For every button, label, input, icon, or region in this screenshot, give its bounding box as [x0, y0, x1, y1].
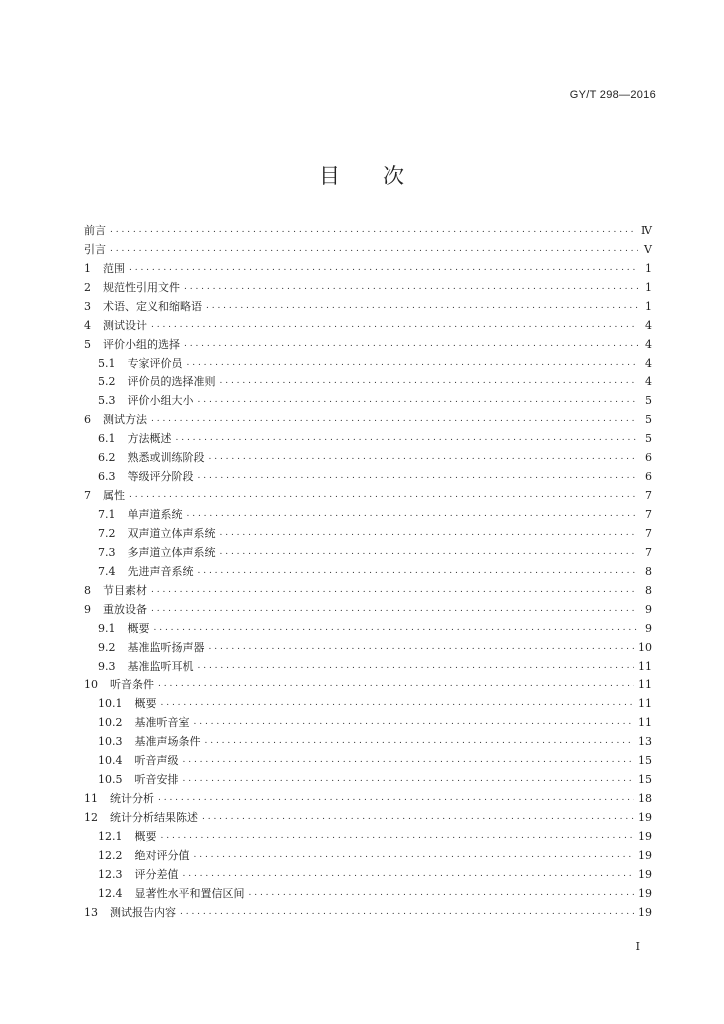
toc-entry-number: 10.1 [98, 697, 123, 711]
toc-entry-number: 7.4 [98, 564, 116, 578]
toc-entry-number: 7.1 [98, 508, 116, 521]
leader-dots [198, 660, 635, 673]
toc-entry-title [84, 603, 147, 616]
leader-dots [161, 697, 635, 710]
toc-entry-title [84, 792, 154, 805]
toc-entry-page: 7 [645, 545, 652, 559]
toc-entry-title [98, 432, 172, 445]
toc-entry-number: 11 [84, 792, 98, 806]
toc-entry-number: 6.1 [98, 432, 116, 446]
toc-entry-page: 11 [638, 678, 652, 692]
toc-entry-number: 6.2 [98, 451, 116, 465]
toc-entry-page: 11 [638, 716, 652, 730]
toc-entry-number: 9 [84, 602, 91, 616]
toc-entry-page: 4 [645, 318, 652, 332]
toc-entry-title [84, 262, 125, 275]
toc-entry-page: 7 [645, 508, 652, 521]
toc-entry[interactable] [84, 616, 652, 635]
toc-entry[interactable] [84, 729, 652, 748]
toc-entry[interactable] [84, 521, 652, 540]
toc-entry-title [98, 830, 157, 843]
toc-entry-label: 前言 [84, 223, 106, 237]
toc-entry[interactable] [84, 862, 652, 881]
leader-dots [183, 773, 635, 786]
toc-entry[interactable] [84, 275, 652, 294]
leader-dots [220, 375, 639, 388]
toc-entry-title [98, 508, 183, 521]
toc-entry[interactable] [84, 256, 652, 275]
toc-entry-page: 6 [645, 451, 652, 465]
toc-entry[interactable] [84, 824, 652, 843]
toc-entry[interactable] [84, 578, 652, 597]
toc-entry-number: 12 [84, 811, 98, 824]
toc-entry[interactable] [84, 673, 652, 692]
toc-entry-number: 12.3 [98, 867, 123, 881]
leader-dots [206, 300, 638, 313]
toc-entry-page: 19 [638, 886, 652, 900]
toc-entry-label: 节目素材 [103, 583, 147, 597]
toc-entry[interactable] [84, 597, 652, 616]
leader-dots [187, 508, 639, 521]
toc-entry-number: 10.3 [98, 735, 123, 749]
toc-entry-page: 19 [638, 848, 652, 862]
toc-entry-number: 12.1 [98, 829, 123, 843]
toc-entry-label: 概要 [127, 621, 150, 635]
toc-entry-title [98, 394, 194, 407]
leader-dots [180, 906, 634, 919]
toc-entry[interactable] [84, 805, 652, 824]
leader-dots [220, 527, 639, 540]
toc-entry-page: 5 [645, 394, 652, 408]
toc-entry-page: 1 [645, 280, 652, 294]
toc-entry-title [98, 773, 179, 786]
toc-entry-label: 评分差值 [134, 867, 179, 881]
toc-entry-title [84, 413, 147, 426]
leader-dots [151, 603, 638, 616]
toc-entry-number: 12.2 [98, 848, 123, 862]
toc-entry-label: 听音声级 [134, 754, 179, 768]
toc-entry[interactable] [84, 559, 652, 578]
toc-entry[interactable] [84, 370, 652, 389]
toc-entry-page: 13 [638, 735, 652, 749]
toc-entry-title [84, 338, 180, 351]
toc-entry-page: Ⅳ [641, 223, 652, 237]
toc-entry[interactable] [84, 294, 652, 313]
toc-entry-title [84, 906, 176, 919]
leader-dots [151, 584, 638, 597]
toc-entry-title [98, 660, 194, 673]
toc-entry-label: 方法概述 [127, 432, 172, 446]
toc-entry[interactable] [84, 786, 652, 805]
toc-entry-label: 测试设计 [103, 318, 147, 332]
toc-entry-label: 概要 [134, 829, 157, 843]
toc-entry-title [98, 622, 150, 635]
toc-entry-number: 10.2 [98, 716, 123, 730]
toc-entry-label: 多声道立体声系统 [127, 545, 216, 559]
toc-entry-title [84, 678, 154, 691]
toc-entry-number: 3 [84, 299, 91, 313]
toc-entry-number: 10 [84, 678, 98, 692]
toc-entry-label: 术语、定义和缩略语 [103, 299, 202, 313]
toc-entry-label: 显著性水平和置信区间 [134, 886, 245, 900]
toc-entry-label: 评价员的选择准则 [127, 375, 216, 389]
page-title [0, 160, 724, 190]
toc-entry-label: 熟悉或训练阶段 [127, 451, 205, 465]
toc-entry-page: 1 [645, 261, 652, 275]
toc-entry-page: 8 [645, 583, 652, 597]
toc-entry-title [98, 716, 190, 729]
leader-dots [176, 432, 639, 445]
toc-entry-label: 统计分析结果陈述 [110, 811, 198, 824]
toc-entry-title [98, 451, 205, 464]
toc-entry-title [84, 319, 147, 332]
toc-entry-page: 4 [645, 356, 652, 370]
toc-entry-title [84, 243, 106, 256]
toc-entry-label: 基准监听耳机 [127, 659, 194, 673]
toc-entry-label: 双声道立体声系统 [127, 526, 216, 540]
toc-entry-label: 基准声场条件 [134, 735, 201, 749]
toc-entry[interactable] [84, 748, 652, 767]
toc-entry-label: 基准听音室 [134, 716, 190, 730]
leader-dots [209, 451, 639, 464]
toc-entry-number: 10.5 [98, 773, 123, 787]
toc-entry[interactable] [84, 388, 652, 407]
toc-entry-number: 6 [84, 413, 91, 427]
toc-entry-title [84, 489, 125, 502]
toc-entry-page: 18 [638, 792, 652, 806]
toc-entry[interactable] [84, 483, 652, 502]
toc-entry-title [98, 735, 201, 748]
toc-entry-page: 19 [638, 905, 652, 919]
toc-entry-number: 9.2 [98, 640, 116, 654]
leader-dots [151, 413, 638, 426]
toc-entry[interactable] [84, 843, 652, 862]
toc-entry[interactable] [84, 445, 652, 464]
leader-dots [198, 565, 639, 578]
toc-entry[interactable] [84, 710, 652, 729]
toc-entry-number: 7 [84, 489, 91, 503]
toc-entry-label: 概要 [134, 697, 157, 711]
toc-entry-page: 19 [638, 829, 652, 843]
toc-entry-number: 7.3 [98, 545, 116, 559]
leader-dots [183, 754, 635, 767]
toc-entry-page: 8 [645, 564, 652, 578]
toc-entry-page: 11 [638, 659, 652, 673]
toc-entry-label: 单声道系统 [127, 508, 183, 521]
toc-entry-number: 7.2 [98, 526, 116, 540]
leader-dots [110, 224, 637, 237]
leader-dots [209, 641, 635, 654]
toc-entry-page: 4 [645, 337, 652, 351]
toc-entry-label: 测试方法 [103, 413, 147, 427]
toc-entry-label: 属性 [103, 489, 125, 503]
toc-entry-title [98, 697, 157, 710]
toc-entry-page: 1 [645, 299, 652, 313]
toc-entry-number: 5.3 [98, 394, 116, 408]
toc-entry-label: 重放设备 [103, 602, 147, 616]
toc-entry-page: 9 [645, 621, 652, 635]
title-char-2: 次 [383, 164, 405, 188]
toc-entry-number: 9.3 [98, 659, 116, 673]
toc-entry-title [84, 584, 147, 597]
toc-entry-title [98, 375, 216, 388]
leader-dots [129, 489, 638, 502]
toc-entry-number: 8 [84, 583, 91, 597]
toc-entry-label: 评价小组的选择 [103, 337, 180, 351]
toc-entry-page: 9 [645, 602, 652, 616]
toc-entry-title [98, 565, 194, 578]
standard-code: GY/T 298—2016 [569, 89, 656, 101]
toc-entry-number: 5 [84, 337, 91, 351]
leader-dots [110, 243, 638, 256]
toc-entry-page: 15 [638, 754, 652, 768]
table-of-contents [84, 218, 652, 919]
leader-dots [202, 811, 634, 824]
leader-dots [249, 887, 635, 900]
toc-entry[interactable] [84, 635, 652, 654]
toc-entry-title [98, 546, 216, 559]
toc-entry[interactable] [84, 407, 652, 426]
toc-entry[interactable] [84, 351, 652, 370]
leader-dots [183, 868, 635, 881]
toc-entry-page: 5 [645, 413, 652, 427]
toc-entry-number: 2 [84, 280, 91, 294]
toc-entry-label: 等级评分阶段 [127, 470, 194, 484]
leader-dots [205, 735, 635, 748]
toc-entry-title [98, 754, 179, 767]
toc-entry-title [98, 527, 216, 540]
toc-entry[interactable] [84, 464, 652, 483]
toc-entry-title [98, 641, 205, 654]
toc-entry[interactable] [84, 900, 652, 919]
toc-entry[interactable] [84, 881, 652, 900]
toc-entry-label: 专家评价员 [127, 356, 183, 370]
toc-entry-number: 6.3 [98, 470, 116, 484]
toc-entry-page: 19 [638, 811, 652, 824]
toc-entry[interactable] [84, 313, 652, 332]
toc-entry-page: 4 [645, 375, 652, 389]
toc-entry-page: 7 [645, 489, 652, 503]
toc-entry-number: 13 [84, 905, 98, 919]
toc-entry-number: 9.1 [98, 621, 116, 635]
toc-entry-number: 5.1 [98, 356, 116, 370]
toc-entry-label: 测试报告内容 [110, 905, 176, 919]
toc-entry-label: 统计分析 [110, 792, 154, 806]
leader-dots [154, 622, 639, 635]
leader-dots [151, 319, 638, 332]
toc-entry-title [98, 357, 183, 370]
leader-dots [161, 830, 635, 843]
toc-entry[interactable] [84, 502, 652, 521]
toc-entry[interactable] [84, 691, 652, 710]
toc-entry[interactable] [84, 767, 652, 786]
page-number: Ⅰ [635, 940, 640, 953]
leader-dots [184, 281, 638, 294]
leader-dots [158, 678, 634, 691]
toc-entry-label: 范围 [103, 261, 125, 275]
toc-entry-page: Ⅴ [644, 242, 652, 256]
leader-dots [220, 546, 639, 559]
toc-entry-title [98, 868, 179, 881]
toc-entry-label: 评价小组大小 [127, 394, 194, 408]
toc-entry-label: 基准监听扬声器 [127, 640, 205, 654]
leader-dots [198, 470, 639, 483]
toc-entry-number: 12.4 [98, 886, 123, 900]
toc-entry-number: 1 [84, 261, 91, 275]
toc-entry-title [98, 849, 190, 862]
toc-entry[interactable] [84, 426, 652, 445]
title-char-1: 目 [319, 164, 341, 188]
leader-dots [198, 394, 639, 407]
toc-entry[interactable] [84, 540, 652, 559]
toc-entry-title [84, 811, 198, 824]
toc-entry-number: 10.4 [98, 754, 123, 768]
toc-entry-title [98, 887, 245, 900]
toc-entry-page: 6 [645, 470, 652, 484]
toc-entry-title [84, 224, 106, 237]
toc-entry-title [84, 300, 202, 313]
leader-dots [129, 262, 638, 275]
leader-dots [158, 792, 634, 805]
toc-entry-page: 10 [638, 640, 652, 654]
leader-dots [187, 357, 639, 370]
toc-entry-title [98, 470, 194, 483]
toc-entry-page: 11 [638, 697, 652, 711]
toc-entry-page: 5 [645, 432, 652, 446]
toc-entry-label: 规范性引用文件 [103, 280, 180, 294]
toc-entry-label: 听音安排 [134, 773, 179, 787]
toc-entry-page: 19 [638, 867, 652, 881]
toc-entry-page: 7 [645, 526, 652, 540]
toc-entry[interactable] [84, 237, 652, 256]
toc-entry-number: 4 [84, 318, 91, 332]
toc-entry-label: 先进声音系统 [127, 564, 194, 578]
toc-entry-label: 听音条件 [110, 678, 154, 692]
toc-entry[interactable] [84, 654, 652, 673]
toc-entry-label: 引言 [84, 242, 106, 256]
leader-dots [184, 338, 638, 351]
toc-entry[interactable] [84, 332, 652, 351]
toc-entry-label: 绝对评分值 [134, 848, 190, 862]
toc-entry-title [84, 281, 180, 294]
toc-entry-page: 15 [638, 773, 652, 787]
toc-entry[interactable] [84, 218, 652, 237]
toc-entry-number: 5.2 [98, 375, 116, 389]
leader-dots [194, 849, 635, 862]
leader-dots [194, 716, 635, 729]
